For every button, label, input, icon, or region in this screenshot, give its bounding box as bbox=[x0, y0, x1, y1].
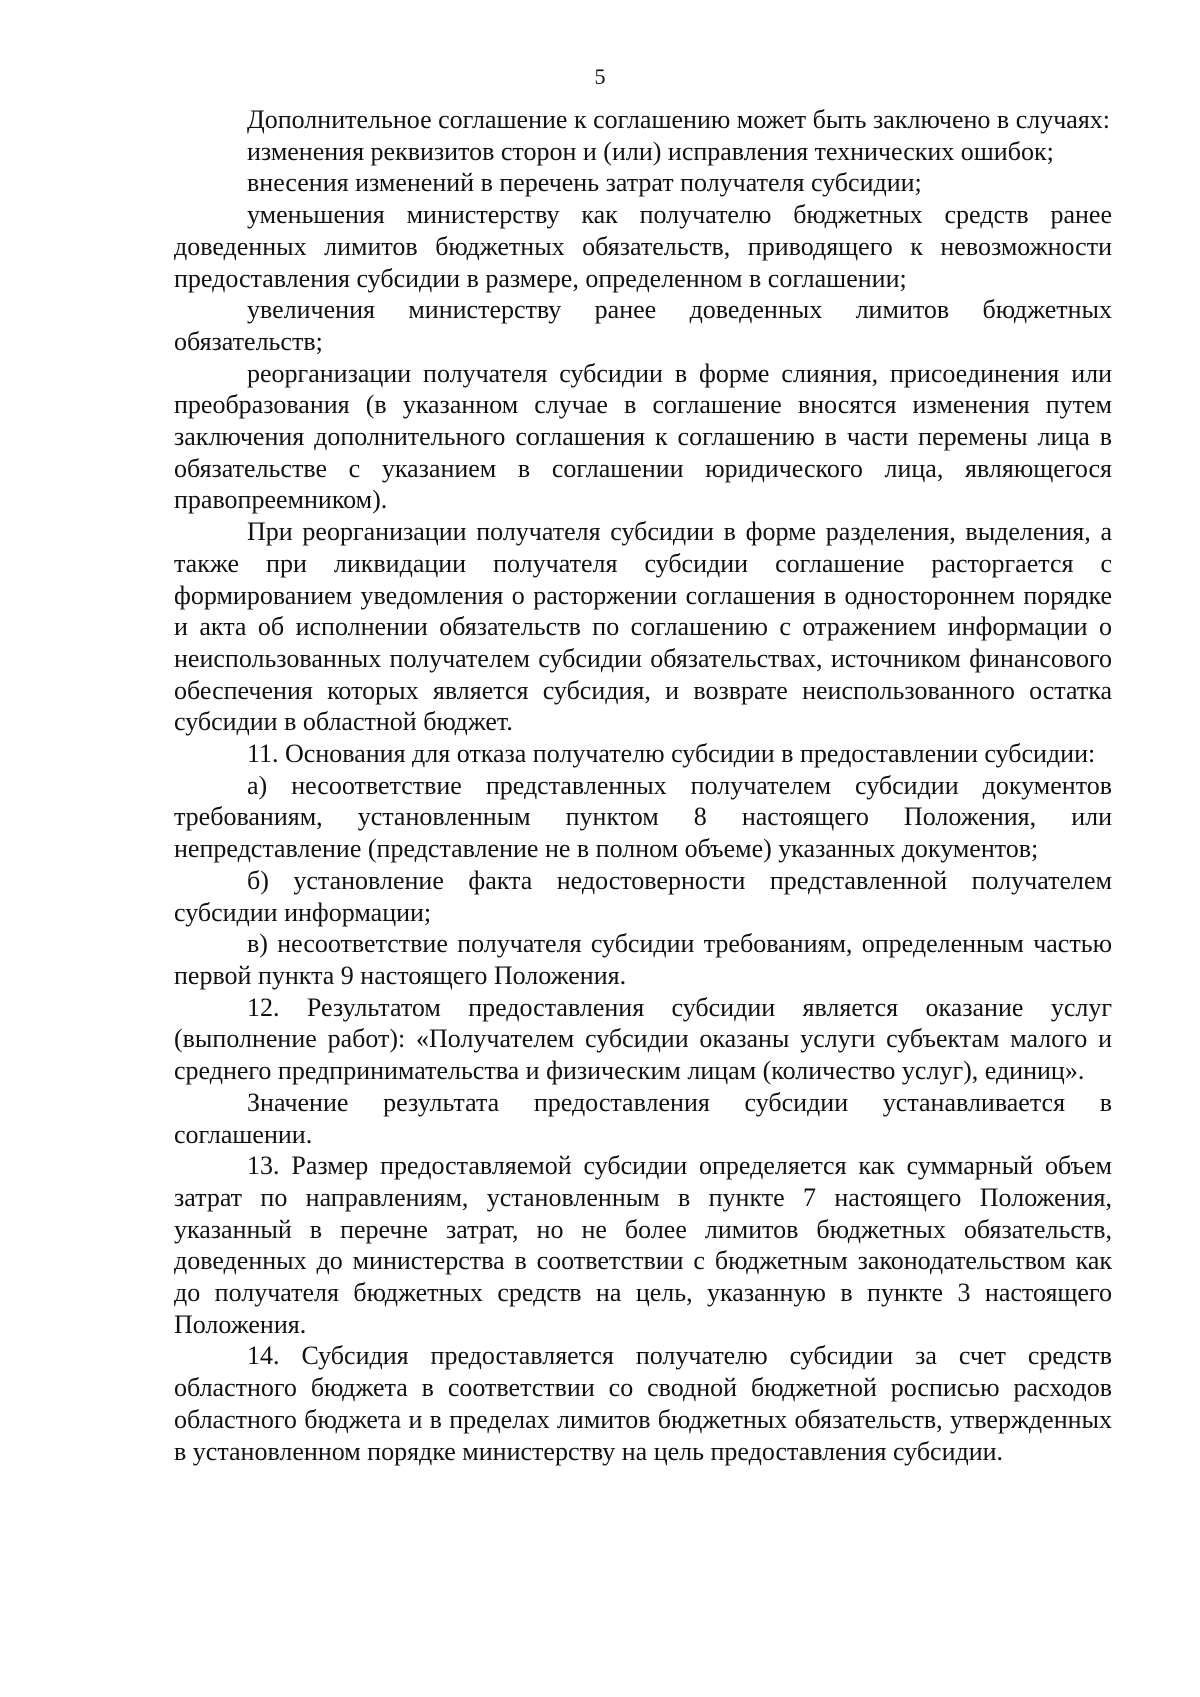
clause-11-item-v: в) несоответствие получателя субсидии требованиям, определенным частью первой пункта 9 настоящего Положения. bbox=[174, 929, 1112, 990]
clause-14-subsidy-source: 14. Субсидия предоставляется получателю субсидии за счет средств областного бюджета в соответствии со сводной бюджетной росписью расходов областного бюджета и в пределах лимитов бюджетных обязательств, утвержденных в установленном порядке министерству на цель предоставления субсидии. bbox=[174, 1341, 1112, 1466]
clause-11-item-b: б) установление факта недостоверности представленной получателем субсидии информации; bbox=[174, 865, 1112, 927]
list-item-limits-increase: увеличения министерству ранее доведенных лимитов бюджетных обязательств; bbox=[174, 295, 1112, 356]
list-item-requisites-change: изменения реквизитов сторон и (или) исправления технических ошибок; bbox=[247, 136, 1054, 166]
paragraph-result-value: Значение результата предоставления субсидии устанавливается в соглашении. bbox=[174, 1087, 1112, 1149]
document-body bbox=[174, 104, 1112, 1467]
page-number: 5 bbox=[594, 64, 606, 89]
list-item-cost-list-change: внесения изменений в перечень затрат получателя субсидии; bbox=[247, 168, 922, 198]
list-item-limits-decrease: уменьшения министерству как получателю бюджетных средств ранее доведенных лимитов бюджетных обязательств, приводящего к невозможности предоставления субсидии в размере, определенном в соглашении; bbox=[174, 200, 1112, 293]
clause-12-result: 12. Результатом предоставления субсидии является оказание услуг (выполнение работ): «Получателем субсидии оказаны услуги субъектам малого и среднего предпринимательства и физическим лицам (количество услуг), единиц». bbox=[174, 992, 1112, 1086]
clause-11-refusal-grounds: 11. Основания для отказа получателю субсидии в предоставлении субсидии: bbox=[247, 739, 1096, 769]
clause-11-item-a: а) несоответствие представленных получателем субсидии документов требованиям, установленным пунктом 8 настоящего Положения, или непредставление (представление не в полном объеме) указанных документов; bbox=[174, 770, 1112, 864]
paragraph-additional-agreement: Дополнительное соглашение к соглашению может быть заключено в случаях: bbox=[247, 105, 1111, 134]
list-item-reorganization: реорганизации получателя субсидии в форме слияния, присоединения или преобразования (в указанном случае в соглашение вносятся изменения путем заключения дополнительного соглашения к соглашению в части перемены лица в обязательстве с указанием в соглашении юридического лица, являющегося правопреемником). bbox=[174, 358, 1112, 515]
clause-13-subsidy-amount: 13. Размер предоставляемой субсидии определяется как суммарный объем затрат по направлениям, установленным в пункте 7 настоящего Положения, указанный в перечне затрат, но не более лимитов бюджетных обязательств, доведенных до министерства в соответствии с бюджетным законодательством как до получателя бюджетных средств на цель, указанную в пункте 3 настоящего Положения. bbox=[174, 1151, 1112, 1339]
paragraph-termination: При реорганизации получателя субсидии в форме разделения, выделения, а также при ликвидации получателя субсидии соглашение расторгается с формированием уведомления о расторжении соглашения в одностороннем порядке и акта об исполнении обязательств по соглашению с отражением информации о неиспользованных получателем субсидии обязательствах, источником финансового обеспечения которых является субсидия, и возврате неиспользованного остатка субсидии в областной бюджет. bbox=[174, 517, 1112, 737]
